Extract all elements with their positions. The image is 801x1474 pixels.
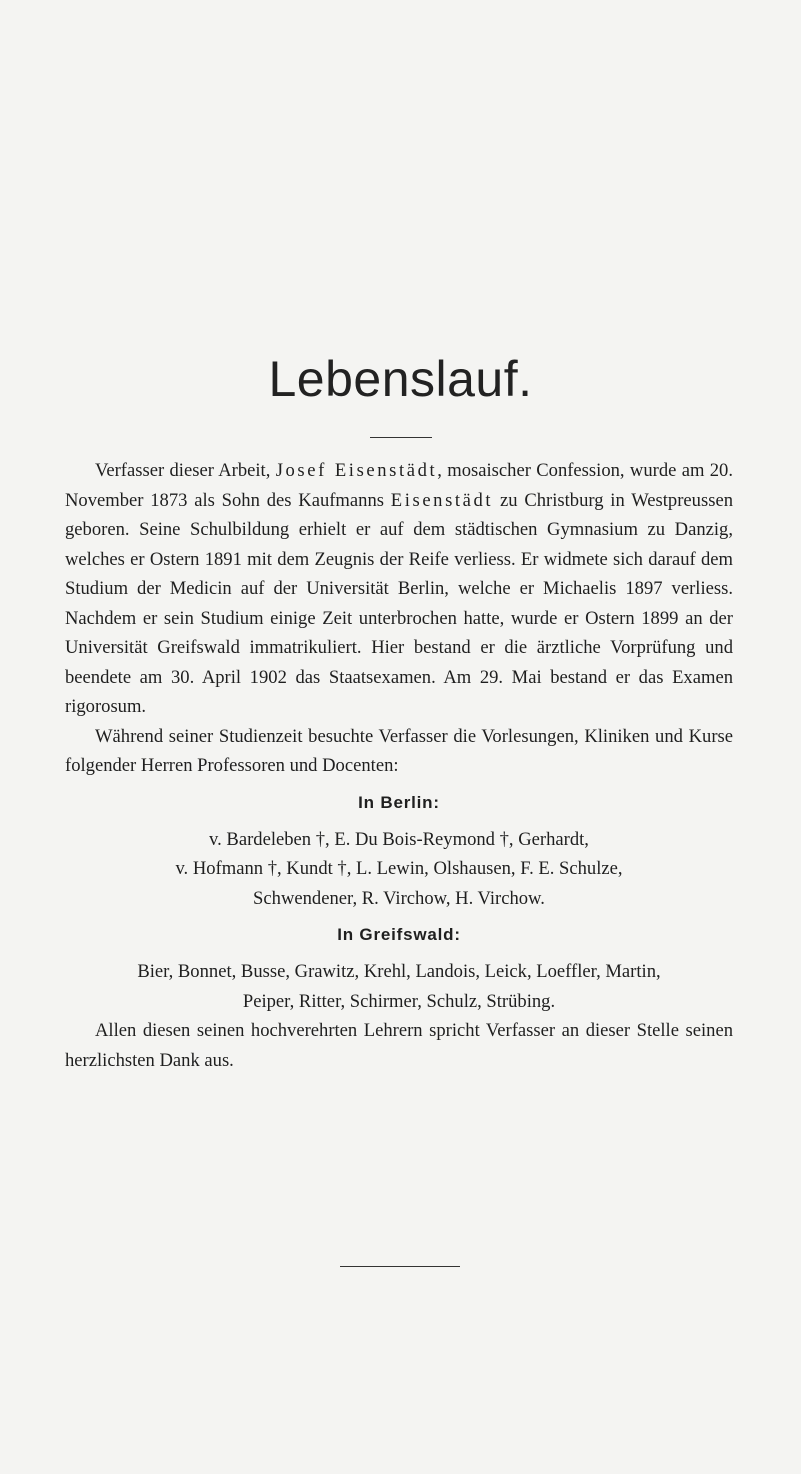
names-greifswald [65,957,733,1016]
paragraph-biography-part2: , mosaischer Confession, wurde am 20. November 1873 als Sohn des Kaufmanns [65,460,733,511]
page-title: Lebenslauf. [268,351,533,407]
names-berlin [65,825,733,914]
names-greifswald-line: Bier, Bonnet, Busse, Grawitz, Krehl, Landois, Leick, Loeffler, Martin, [137,961,661,982]
names-berlin-line: Schwendener, R. Virchow, H. Virchow. [253,887,545,909]
title-divider [370,437,432,438]
names-berlin-line: v. Bardeleben †, E. Du Bois-Reymond †, Gerhardt, [209,828,589,850]
paragraph-biography-part1: Verfasser dieser Arbeit, [95,460,276,481]
father-name: Eisenstädt [390,489,494,511]
paragraph-biography [65,456,733,722]
heading-greifswald: In Greifswald: [337,925,461,944]
document-body [65,456,733,1075]
names-greifswald-line: Peiper, Ritter, Schirmer, Schulz, Strübing. [242,990,556,1012]
names-berlin-line: v. Hofmann †, Kundt †, L. Lewin, Olshausen, F. E. Schulze, [175,858,623,879]
closing-divider [340,1266,460,1267]
author-name: Josef Eisenstädt [275,460,438,481]
heading-berlin: In Berlin: [358,792,440,812]
paragraph-studies: Während seiner Studienzeit besuchte Verfasser die Vorlesungen, Kliniken und Kurse folgender Herren Professoren und Docenten: [65,725,733,776]
paragraph-thanks: Allen diesen seinen hochverehrten Lehrern spricht Verfasser an dieser Stelle seinen herzlichsten Dank aus. [65,1020,733,1071]
paragraph-biography-part3: zu Christburg in Westpreussen geboren. Seine Schulbildung erhielt er auf dem städtischen Gymnasium zu Danzig, welches er Ostern 1891 mit dem Zeugnis der Reife verliess. Er widmete sich darauf dem Studium der Medicin auf der Universität Berlin, welche er Michaelis 1897 verliess. Nachdem er sein Studium einige Zeit unterbrochen hatte, wurde er Ostern 1899 an der Universität Greifswald immatrikuliert. Hier bestand er die ärztliche Vorprüfung und beendete am 30. April 1902 das Staatsexamen. Am 29. Mai bestand er das Examen rigorosum. [65,489,733,717]
